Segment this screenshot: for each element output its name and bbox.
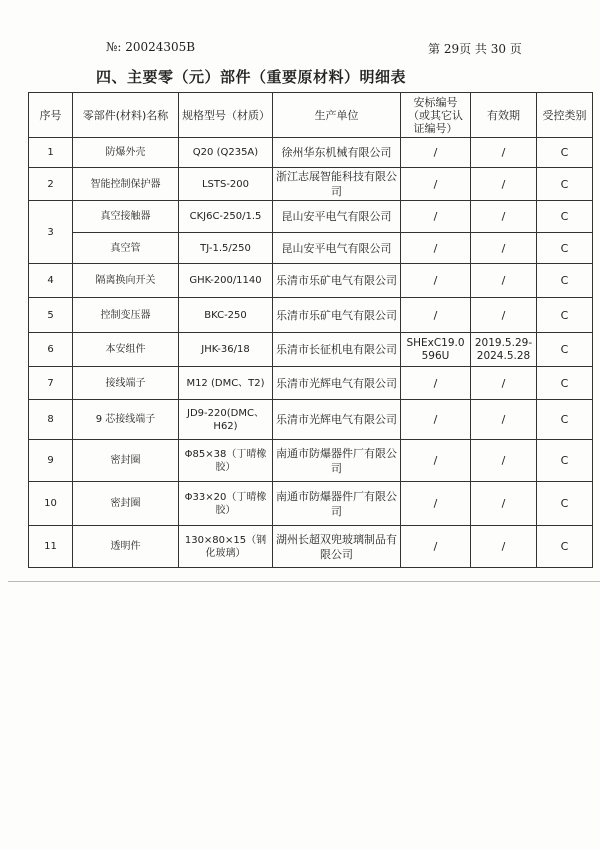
part-validity: / xyxy=(471,264,537,298)
part-maker: 湖州长超双兜玻璃制品有限公司 xyxy=(273,526,401,568)
column-header-name: 零部件(材料)名称 xyxy=(73,93,179,138)
row-number: 9 xyxy=(29,440,73,482)
part-validity: 2019.5.29-2024.5.28 xyxy=(471,333,537,367)
part-control-class: C xyxy=(537,482,593,526)
column-header-validity: 有效期 xyxy=(471,93,537,138)
part-control-class: C xyxy=(537,526,593,568)
part-name: 智能控制保护器 xyxy=(73,168,179,201)
column-header-no: 序号 xyxy=(29,93,73,138)
part-cert: / xyxy=(401,482,471,526)
part-maker: 乐清市光辉电气有限公司 xyxy=(273,400,401,440)
page-indicator: 第 29页 共 30 页 xyxy=(428,42,522,56)
column-header-maker: 生产单位 xyxy=(273,93,401,138)
table-row xyxy=(29,201,593,233)
part-name: 真空接触器 xyxy=(73,201,179,233)
table-row xyxy=(29,526,593,568)
table-row xyxy=(29,333,593,367)
part-spec: JD9-220(DMC、H62) xyxy=(179,400,273,440)
row-number: 11 xyxy=(29,526,73,568)
part-cert: / xyxy=(401,168,471,201)
part-maker: 乐清市长征机电有限公司 xyxy=(273,333,401,367)
part-control-class: C xyxy=(537,233,593,264)
part-maker: 昆山安平电气有限公司 xyxy=(273,233,401,264)
table-row xyxy=(29,440,593,482)
part-maker: 南通市防爆器件厂有限公司 xyxy=(273,440,401,482)
part-spec: Q20 (Q235A) xyxy=(179,138,273,168)
part-maker: 南通市防爆器件厂有限公司 xyxy=(273,482,401,526)
column-header-spec: 规格型号（材质） xyxy=(179,93,273,138)
row-number: 7 xyxy=(29,367,73,400)
row-number: 1 xyxy=(29,138,73,168)
part-name: 接线端子 xyxy=(73,367,179,400)
part-cert: / xyxy=(401,298,471,333)
part-maker: 浙江志展智能科技有限公司 xyxy=(273,168,401,201)
part-control-class: C xyxy=(537,333,593,367)
part-cert: / xyxy=(401,264,471,298)
part-name: 防爆外壳 xyxy=(73,138,179,168)
table-row xyxy=(29,400,593,440)
table-row xyxy=(29,233,593,264)
part-name: 9 芯接线端子 xyxy=(73,400,179,440)
bottom-divider xyxy=(8,581,600,582)
part-validity: / xyxy=(471,440,537,482)
table-row xyxy=(29,168,593,201)
part-cert: / xyxy=(401,526,471,568)
part-validity: / xyxy=(471,298,537,333)
part-spec: TJ-1.5/250 xyxy=(179,233,273,264)
part-spec: LSTS-200 xyxy=(179,168,273,201)
part-name: 控制变压器 xyxy=(73,298,179,333)
part-validity: / xyxy=(471,482,537,526)
part-validity: / xyxy=(471,400,537,440)
part-maker: 乐清市乐矿电气有限公司 xyxy=(273,264,401,298)
row-number: 6 xyxy=(29,333,73,367)
part-validity: / xyxy=(471,367,537,400)
part-name: 密封圈 xyxy=(73,482,179,526)
part-name: 本安组件 xyxy=(73,333,179,367)
column-header-cert: 安标编号（或其它认证编号） xyxy=(401,93,471,138)
part-cert: / xyxy=(401,233,471,264)
part-validity: / xyxy=(471,201,537,233)
document-number: №: 20024305B xyxy=(106,40,196,54)
part-maker: 乐清市光辉电气有限公司 xyxy=(273,367,401,400)
row-number: 2 xyxy=(29,168,73,201)
part-control-class: C xyxy=(537,264,593,298)
parts-table xyxy=(28,92,593,568)
table-row xyxy=(29,138,593,168)
page-title: 四、主要零（元）部件（重要原材料）明细表 xyxy=(96,68,407,86)
part-maker: 徐州华东机械有限公司 xyxy=(273,138,401,168)
part-control-class: C xyxy=(537,367,593,400)
row-number: 5 xyxy=(29,298,73,333)
part-control-class: C xyxy=(537,440,593,482)
part-cert: / xyxy=(401,440,471,482)
part-control-class: C xyxy=(537,138,593,168)
part-spec: CKJ6C-250/1.5 xyxy=(179,201,273,233)
part-spec: Φ85×38（丁晴橡胶） xyxy=(179,440,273,482)
part-control-class: C xyxy=(537,168,593,201)
table-header-row xyxy=(29,93,593,138)
part-control-class: C xyxy=(537,201,593,233)
part-control-class: C xyxy=(537,298,593,333)
table-row xyxy=(29,264,593,298)
column-header-control: 受控类别 xyxy=(537,93,593,138)
part-validity: / xyxy=(471,138,537,168)
part-cert: / xyxy=(401,201,471,233)
part-maker: 乐清市乐矿电气有限公司 xyxy=(273,298,401,333)
part-validity: / xyxy=(471,168,537,201)
part-name: 隔离换向开关 xyxy=(73,264,179,298)
row-number: 8 xyxy=(29,400,73,440)
part-cert: / xyxy=(401,138,471,168)
table-row xyxy=(29,482,593,526)
row-number: 10 xyxy=(29,482,73,526)
part-spec: JHK-36/18 xyxy=(179,333,273,367)
part-spec: GHK-200/1140 xyxy=(179,264,273,298)
part-validity: / xyxy=(471,233,537,264)
part-spec: Φ33×20（丁晴橡胶） xyxy=(179,482,273,526)
part-control-class: C xyxy=(537,400,593,440)
part-spec: M12 (DMC、T2) xyxy=(179,367,273,400)
table-row xyxy=(29,298,593,333)
row-number: 4 xyxy=(29,264,73,298)
part-validity: / xyxy=(471,526,537,568)
part-name: 透明件 xyxy=(73,526,179,568)
part-name: 真空管 xyxy=(73,233,179,264)
part-cert: / xyxy=(401,367,471,400)
part-maker: 昆山安平电气有限公司 xyxy=(273,201,401,233)
part-spec: 130×80×15（钢化玻璃） xyxy=(179,526,273,568)
table-row xyxy=(29,367,593,400)
part-spec: BKC-250 xyxy=(179,298,273,333)
row-number: 3 xyxy=(29,201,73,264)
part-name: 密封圈 xyxy=(73,440,179,482)
part-cert: SHExC19.0596U xyxy=(401,333,471,367)
part-cert: / xyxy=(401,400,471,440)
